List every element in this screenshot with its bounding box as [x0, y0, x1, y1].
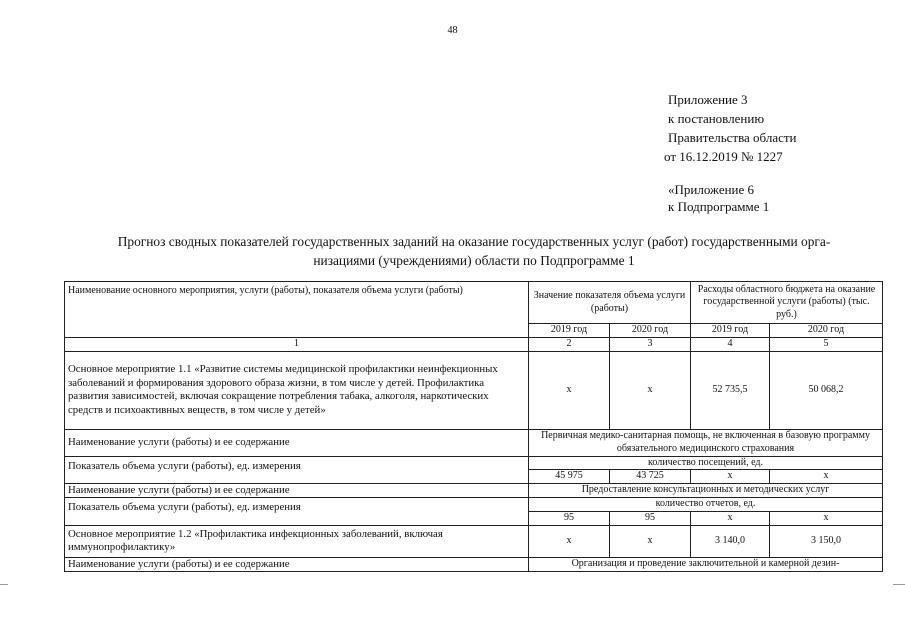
- expense-value: 52 735,5: [691, 351, 770, 429]
- margin-mark: [0, 584, 8, 585]
- expense-value: х: [770, 512, 883, 526]
- indicator-label: Показатель объема услуги (работы), ед. измерения: [65, 498, 529, 526]
- service-label: Наименование услуги (работы) и ее содержание: [65, 557, 529, 572]
- column-number: 4: [691, 338, 770, 352]
- table-row: [65, 498, 883, 512]
- page-number: 48: [447, 25, 458, 36]
- indicators-table: [64, 281, 883, 572]
- expense-value: х: [691, 512, 770, 526]
- volume-value: 95: [610, 512, 691, 526]
- volume-value: 43 725: [610, 470, 691, 484]
- indicator-unit: количество отчетов, ед.: [529, 498, 883, 512]
- service-value: Первичная медико-санитарная помощь, не включенная в базовую программу обязательного медицинского страхования: [529, 429, 883, 456]
- column-number: 3: [610, 338, 691, 352]
- margin-mark: [893, 584, 905, 585]
- volume-value: х: [610, 351, 691, 429]
- appendix-line: Приложение 3: [668, 92, 748, 107]
- appendix-line: от 16.12.2019 № 1227: [664, 149, 783, 164]
- service-label: Наименование услуги (работы) и ее содержание: [65, 483, 529, 498]
- volume-value: 45 975: [529, 470, 610, 484]
- column-number: 2: [529, 338, 610, 352]
- event-name: Основное мероприятие 1.2 «Профилактика инфекционных заболеваний, включая иммунопрофилактику»: [65, 525, 529, 557]
- inner-appendix-block: [668, 181, 769, 215]
- header-expenses: Расходы областного бюджета на оказание государственной услуги (работы) (тыс. руб.): [691, 282, 883, 324]
- event-name: Основное мероприятие 1.1 «Развитие системы медицинской профилактики неинфекционных заболеваний и формирования здорового образа жизни, в том числе у детей. Профилактика развития зависимостей, включая сокращение потребления табака, алкоголя, наркотических средств и психоактивных веществ, в том числе у детей»: [65, 351, 529, 429]
- column-number: 5: [770, 338, 883, 352]
- indicator-label: Показатель объема услуги (работы), ед. измерения: [65, 456, 529, 483]
- volume-value: 95: [529, 512, 610, 526]
- table-row: [65, 351, 883, 429]
- table-row: [65, 483, 883, 498]
- table-row: [65, 429, 883, 456]
- volume-value: х: [610, 525, 691, 557]
- service-label: Наименование услуги (работы) и ее содержание: [65, 429, 529, 456]
- expense-value: х: [770, 470, 883, 484]
- expense-value: 3 150,0: [770, 525, 883, 557]
- expense-value: 50 068,2: [770, 351, 883, 429]
- table-row: [65, 456, 883, 470]
- header-name: Наименование основного мероприятия, услуги (работы), показателя объема услуги (работы): [65, 282, 529, 338]
- appendix-line: к постановлению: [668, 111, 765, 126]
- appendix-line: к Подпрограмме 1: [668, 199, 770, 214]
- volume-value: х: [529, 351, 610, 429]
- header-year: 2019 год: [529, 324, 610, 338]
- service-value: Предоставление консультационных и методических услуг: [529, 483, 883, 498]
- table-row: [65, 557, 883, 572]
- appendix-block: [664, 90, 797, 166]
- expense-value: 3 140,0: [691, 525, 770, 557]
- expense-value: х: [691, 470, 770, 484]
- header-volume: Значение показателя объема услуги (работы): [529, 282, 691, 324]
- indicator-unit: количество посещений, ед.: [529, 456, 883, 470]
- volume-value: х: [529, 525, 610, 557]
- header-year: 2019 год: [691, 324, 770, 338]
- appendix-line: Правительства области: [668, 130, 797, 145]
- service-value: Организация и проведение заключительной и камерной дезин-: [529, 557, 883, 572]
- document-title: Прогноз сводных показателей государственных заданий на оказание государственных услуг (работ) государственными орга- низациями (учреждениями) области по Подпрограмме 1: [117, 234, 831, 268]
- header-year: 2020 год: [770, 324, 883, 338]
- column-number: 1: [65, 338, 529, 352]
- table-row: [65, 525, 883, 557]
- appendix-line: «Приложение 6: [668, 182, 755, 197]
- header-year: 2020 год: [610, 324, 691, 338]
